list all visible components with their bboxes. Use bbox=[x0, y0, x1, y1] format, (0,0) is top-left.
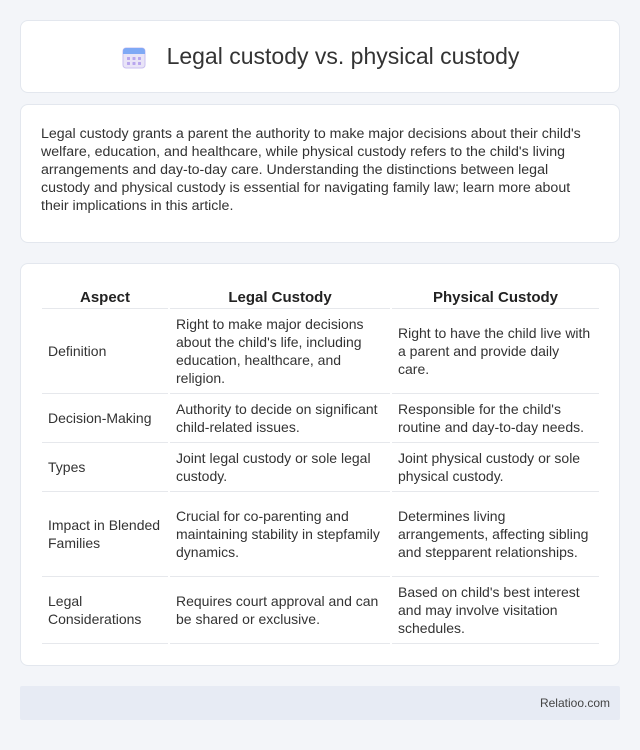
row-legal: Authority to decide on significant child-related issues. bbox=[170, 394, 390, 443]
row-physical: Joint physical custody or sole physical custody. bbox=[392, 443, 599, 492]
row-aspect: Definition bbox=[42, 309, 168, 394]
row-legal: Right to make major decisions about the child's life, including education, healthcare, and religion. bbox=[170, 309, 390, 394]
intro-text: Legal custody grants a parent the authority to make major decisions about their child's welfare, education, and healthcare, while physical custody refers to the child's living arrangements and day-to-day care. Understanding the distinctions between legal custody and physical custody is essential for navigating family law; learn more about their implications in this article. bbox=[41, 126, 581, 214]
row-aspect: Impact in Blended Families bbox=[42, 492, 168, 577]
row-legal: Requires court approval and can be shared or exclusive. bbox=[170, 577, 390, 644]
header-aspect: Aspect bbox=[42, 284, 168, 309]
row-legal: Crucial for co-parenting and maintaining stability in stepfamily dynamics. bbox=[170, 492, 390, 577]
calendar-icon bbox=[121, 44, 147, 70]
table-header-row bbox=[42, 284, 599, 309]
table-row bbox=[42, 577, 599, 644]
table-row bbox=[42, 394, 599, 443]
table-row bbox=[42, 443, 599, 492]
row-physical: Based on child's best interest and may involve visitation schedules. bbox=[392, 577, 599, 644]
row-aspect: Decision-Making bbox=[42, 394, 168, 443]
footer bbox=[20, 686, 620, 720]
row-legal: Joint legal custody or sole legal custody. bbox=[170, 443, 390, 492]
table-row bbox=[42, 492, 599, 577]
title-card bbox=[20, 20, 620, 93]
comparison-table bbox=[42, 284, 599, 644]
intro-card bbox=[20, 104, 620, 243]
page-title: Legal custody vs. physical custody bbox=[166, 43, 520, 69]
row-physical: Right to have the child live with a parent and provide daily care. bbox=[392, 309, 599, 394]
row-aspect: Types bbox=[42, 443, 168, 492]
row-aspect: Legal Considerations bbox=[42, 577, 168, 644]
footer-brand: Relatioo.com bbox=[539, 696, 610, 710]
row-physical: Responsible for the child's routine and day-to-day needs. bbox=[392, 394, 599, 443]
comparison-card bbox=[20, 263, 620, 666]
table-row bbox=[42, 309, 599, 394]
header-legal: Legal Custody bbox=[170, 284, 390, 309]
row-physical: Determines living arrangements, affecting sibling and stepparent relationships. bbox=[392, 492, 599, 577]
header-physical: Physical Custody bbox=[392, 284, 599, 309]
